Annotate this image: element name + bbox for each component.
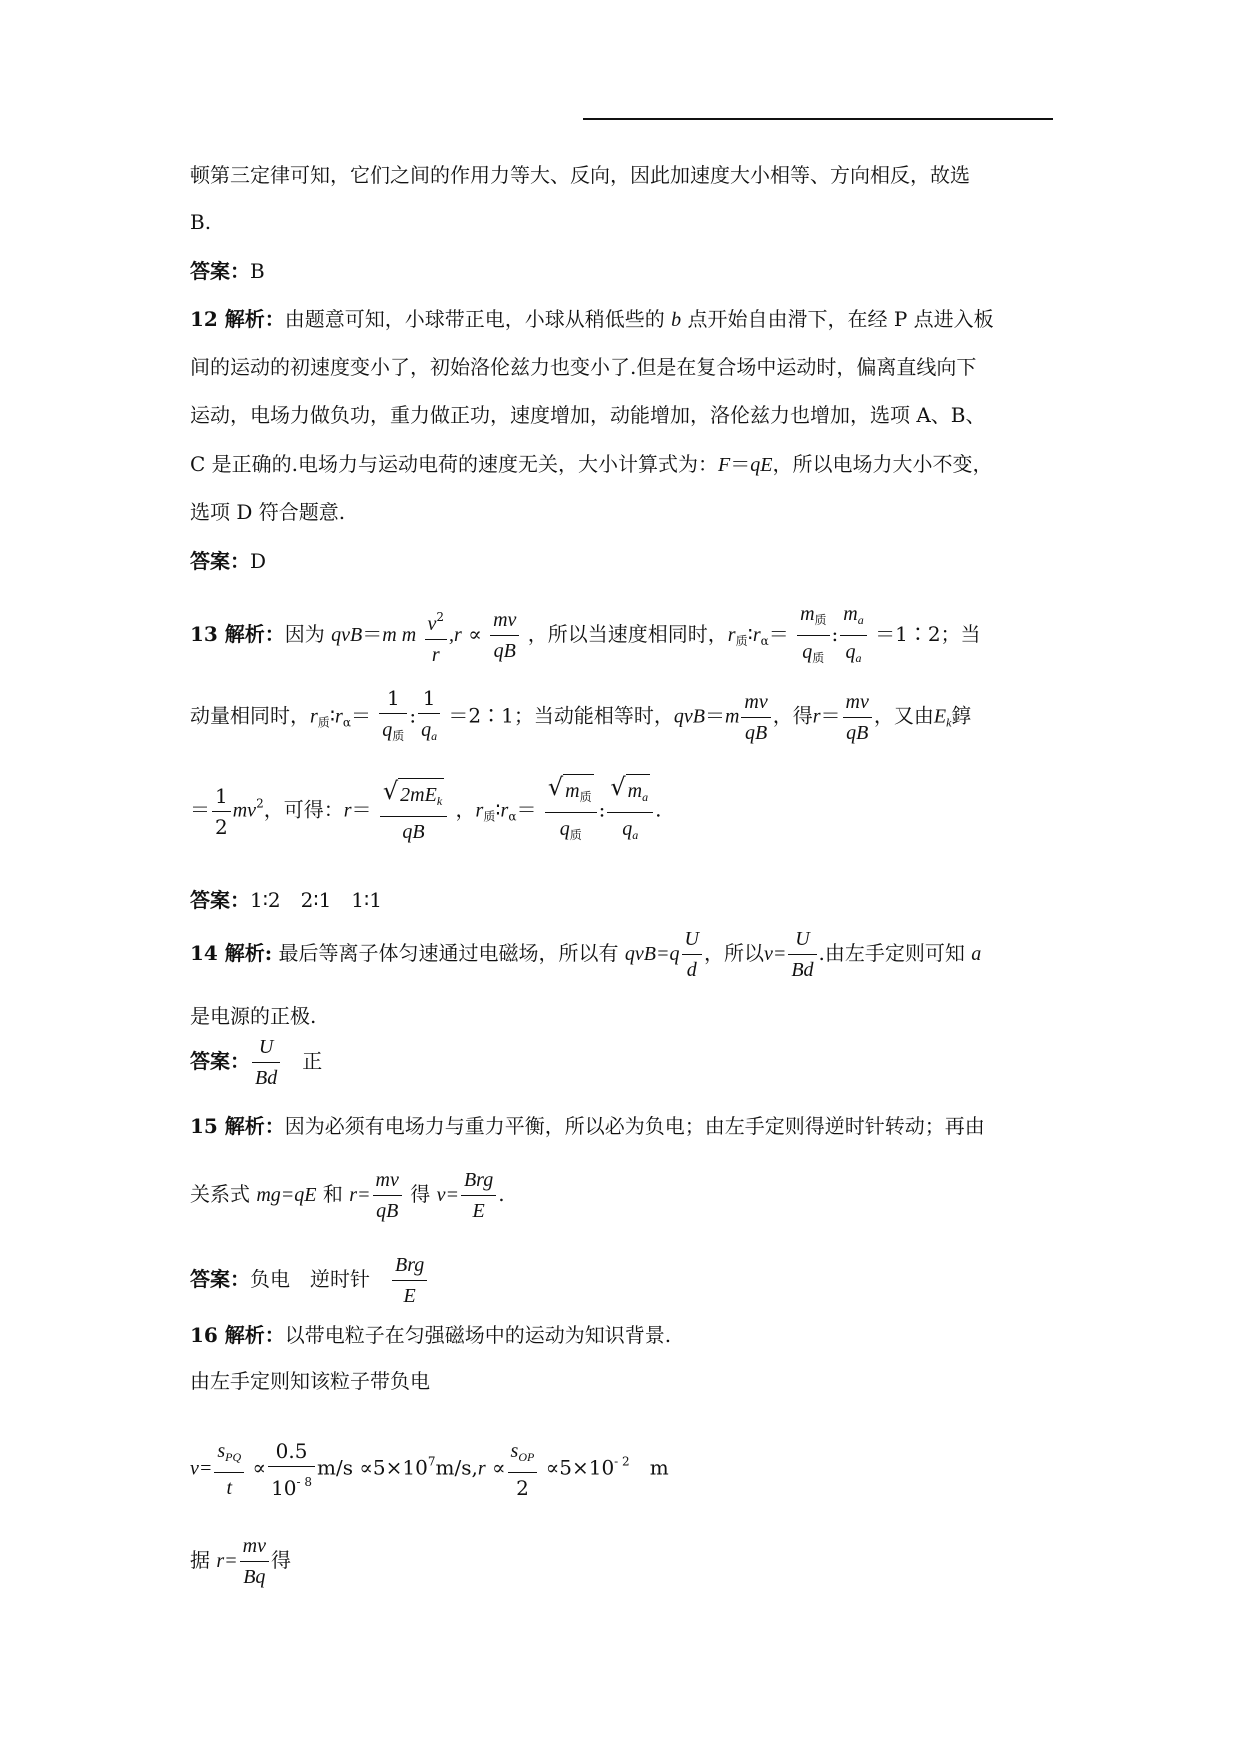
p16-velocity-equation: v= $\frac{s_{PQ}}{t}$ ∝ $\frac{0.5}{10^{- 8}}$ $m/s \propto 5\times 10^7m/s,r$ ∝ $\frac{s_{OP}}{2}$ $\propto 5\times 10^{- 2}$ m (190, 1435, 669, 1503)
fraction-U-over-Bd: $\frac{U}{Bd}$ (252, 1032, 280, 1093)
p12-line4: C 是正确的.电场力与运动电荷的速度无关，大小计算式为：F＝qE，所以电场力大小不变， (190, 452, 993, 476)
fraction-sqrt-m-over-q-alpha: $\frac{√ m_a}{q_a}$ (607, 772, 653, 850)
fraction-mv-over-Bq: $\frac{mv}{Bq}$ (240, 1531, 269, 1592)
p12-line1: 12 解析：由题意可知，小球带正电，小球从稍低些的 b 点开始自由滑下，在经 P 点进入板 (190, 307, 994, 331)
p13-answer: 答案：1∶2 2∶1 1∶1 (190, 888, 382, 912)
p16-line1: 16 解析：以带电粒子在匀强磁场中的运动为知识背景. (190, 1323, 672, 1347)
p13-line2: 动量相同时，$r_质∶r_\alpha=$ $\frac{1}{q_质}$ : $\frac{1}{q_a}$ ＝2∶1；当动能相等时，qvB＝m $\frac{mv}{qB}$ ，得r＝ $\frac{mv}{qB}$ ，又由$E_k$錞 (190, 683, 971, 751)
fraction-mv-over-qB: $\frac{mv}{qB}$ (490, 605, 519, 666)
p14-line1: 14 解析: 最后等离子体匀速通过电磁场，所以有 qvB=q $\frac{U}{d}$ ，所以v= $\frac{U}{Bd}$ .由左手定则可知 a (190, 924, 981, 985)
fraction-sPQ-over-t: $\frac{s_{PQ}}{t}$ (214, 1435, 244, 1503)
fraction-U-over-d: $\frac{U}{d}$ (682, 924, 702, 985)
header-rule (583, 118, 1053, 120)
fraction-sOP-over-2: $\frac{s_{OP}}{2}$ (508, 1435, 538, 1503)
p13-line3: ＝ $\frac{1}{2}$ $mv^2$，可得：r＝ $\frac{√ 2mE_k}{qB}$ ，$r_质∶r_\alpha=$ $\frac{√ m_质}{q_质}$ : $\frac{√ m_a}{q_a}$ . (190, 772, 661, 850)
p14-answer: 答案： $\frac{U}{Bd}$ 正 (190, 1032, 322, 1093)
fraction-U-over-Bd: $\frac{U}{Bd}$ (788, 924, 816, 985)
p12-answer: 答案：D (190, 549, 267, 573)
sqrt-sign: √ (610, 773, 626, 801)
sqrt-sign: √ (382, 776, 399, 805)
fraction-v2-over-r: $\frac{v^2}{r}$ (425, 602, 448, 670)
p15-line2: 关系式 mg=qE 和 r= $\frac{mv}{qB}$ 得 v= $\frac{\text{Brg}}{E}$ . (190, 1165, 505, 1226)
fraction-1-over-q-proton: $\frac{1}{q_质}$ (379, 683, 407, 751)
p16-line2: 由左手定则知该粒子带负电 (190, 1369, 430, 1393)
fraction-0.5-over-10e-8: $\frac{0.5}{10^{- 8}}$ (268, 1436, 315, 1503)
fraction-m-over-q-proton: $\frac{m_质}{q_质}$ (797, 598, 829, 673)
fraction-mv-over-qB: $\frac{mv}{qB}$ (373, 1165, 402, 1226)
fraction-m-over-q-alpha: $\frac{m_a}{q_a}$ (840, 598, 866, 673)
fraction-Brg-over-E: $\frac{\text{Brg}}{E}$ (392, 1250, 427, 1311)
p16-radius-equation: 据 r= $\frac{mv}{Bq}$ 得 (190, 1531, 291, 1592)
fraction-mv-over-qB: $\frac{mv}{qB}$ (843, 687, 872, 748)
fraction-one-half: $\frac{1}{2}$ (212, 781, 231, 842)
sqrt-sign: √ (547, 773, 564, 801)
p11-line1: 顿第三定律可知，它们之间的作用力等大、反向，因此加速度大小相等、方向相反，故选 (190, 163, 970, 187)
p13-line1: 13 解析：因为 qvB＝m m $\frac{v^2}{r}$ ,r ∝ $\frac{mv}{qB}$ ，所以当速度相同时，$r_质∶r_\alpha=$ $\frac{m_质}{q_质}$ : $\frac{m_a}{q_a}$ ＝1∶2；当 (190, 598, 981, 673)
p15-line1: 15 解析：因为必须有电场力与重力平衡，所以必为负电；由左手定则得逆时针转动；再由 (190, 1114, 985, 1138)
fraction-1-over-q-alpha: $\frac{1}{q_a}$ (418, 683, 440, 751)
p11-answer: 答案：B (190, 259, 265, 283)
fraction-sqrt-m-over-q-proton: $\frac{√ m_质}{q_质}$ (545, 772, 597, 850)
p14-line2: 是电源的正极. (190, 1004, 317, 1028)
fraction-sqrt-2mEk-over-qB: $\frac{√ 2mE_k}{qB}$ (380, 776, 447, 847)
p12-line3: 运动，电场力做负功，重力做正功，速度增加，动能增加，洛伦兹力也增加，选项 A、B、 (190, 403, 986, 427)
fraction-Brg-over-E: $\frac{\text{Brg}}{E}$ (461, 1165, 496, 1226)
p15-answer: 答案：负电 逆时针 $\frac{\text{Brg}}{E}$ (190, 1250, 429, 1311)
p11-line2: B. (190, 210, 212, 234)
p12-line5: 选项 D 符合题意. (190, 500, 346, 524)
p12-line2: 间的运动的初速度变小了，初始洛伦兹力也变小了.但是在复合场中运动时，偏离直线向下 (190, 355, 977, 379)
fraction-mv-over-qB: $\frac{mv}{qB}$ (741, 687, 770, 748)
